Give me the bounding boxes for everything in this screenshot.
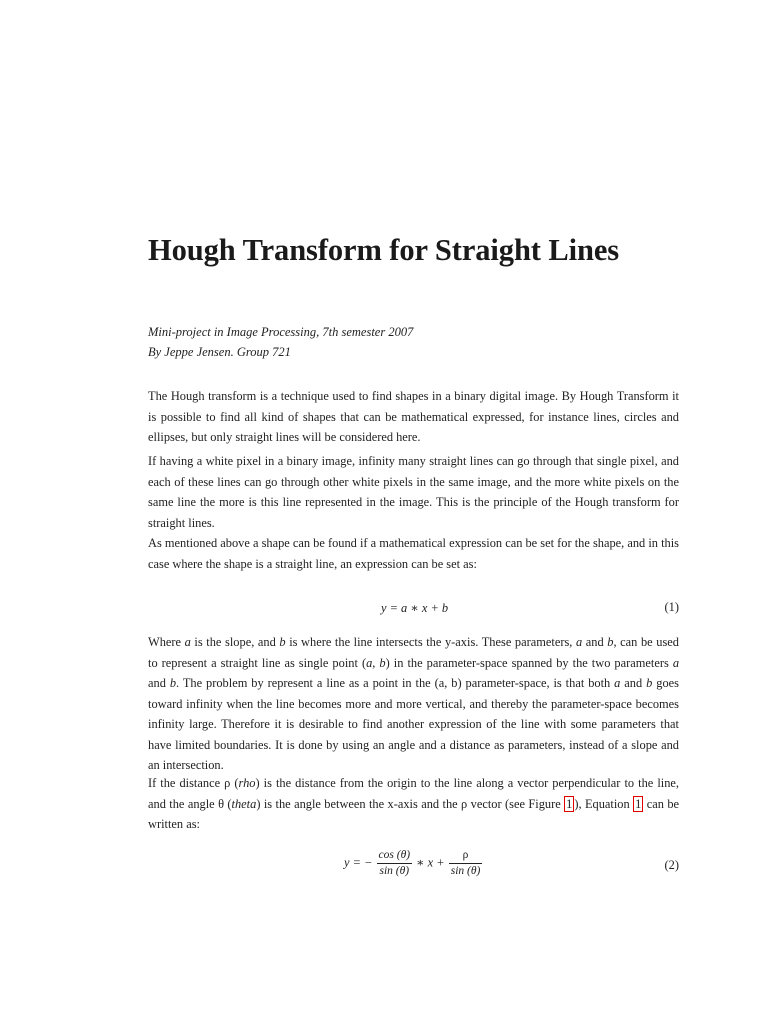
paragraph-parameters: Where a is the slope, and b is where the line intersects the y-axis. These parameters, a and b, can be used to represent a straight line as single point (a, b) in the parameter-space spanned by the two parameters a and b. The problem by represent a line as a point in the (a, b) parameter-space, is that both a and b goes toward infinity when the line becomes more and more vertical, and thereby the parameter-space becomes infinity large. Therefore it is desirable to find another expression of the line with some parameters that have limited boundaries. It is done by using an angle and a distance as parameters, instead of a slope and an intersection. [148,635,680,772]
paragraph-rho-theta: If the distance ρ (rho) is the distance from the origin to the line along a vector perpendicular to the line, and the angle θ (theta) is the angle between the x-axis and the ρ vector (see Figure 1 ), Equation 1 can be written as: [148,776,680,831]
paragraph-principle: If having a white pixel in a binary image, infinity many straight lines can go through that single pixel, and each of these lines can go through other white pixels in the same image, and the more white pixels on the same line the more is this line represented in the image. This is the principle of the Hough transform for straight lines. [148,454,679,530]
fraction-rho-sin: $\frac{\rho}{\sin (\theta)}$ [450,849,481,877]
equation-2-number: (2) [664,858,679,872]
equation-1-link[interactable]: 1 [635,796,642,811]
equation-1-body: y = a ∗ x + b [381,601,449,615]
fraction-cos-sin: $\frac{\cos (\theta)}{\sin (\theta)}$ [378,849,411,877]
paragraph-intro: The Hough transform is a technique used to find shapes in a binary digital image. By Hough Transform it is possible to find all kind of shapes that can be mathematical expressed, for instance lines, circles and ellipses, but only straight lines will be considered here. [148,389,679,444]
subtitle-course: Mini-project in Image Processing, 7th semester 2007 [148,325,414,339]
paper-title: Hough Transform for Straight Lines [148,233,620,267]
subtitle-author: By Jeppe Jensen. Group 721 [148,345,291,359]
document-page [148,0,679,1024]
figure-1-link[interactable]: 1 [566,796,573,811]
equation-2-body: y = − $\frac{\cos (\theta)}{\sin (\theta)}$ ∗ x + $\frac{\rho}{\sin (\theta)}$ [344,849,481,877]
paragraph-expression: As mentioned above a shape can be found if a mathematical expression can be set for the shape, and in this case where the shape is a straight line, an expression can be set as: [148,536,679,571]
equation-1-number: (1) [664,600,679,614]
